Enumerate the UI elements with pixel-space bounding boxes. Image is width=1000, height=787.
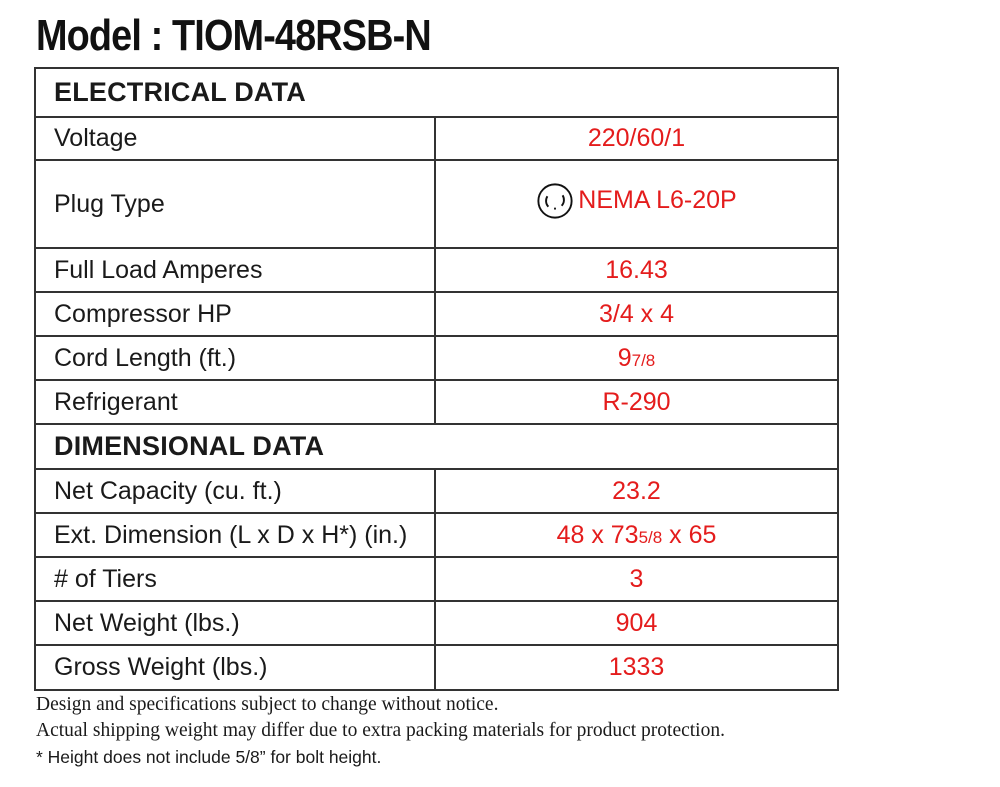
cord-length-label: Cord Length (ft.)	[35, 336, 435, 380]
gross-weight-value: 1333	[435, 645, 838, 690]
note-line-2: Actual shipping weight may differ due to extra packing materials for product protection.	[36, 720, 725, 741]
net-weight-value: 904	[435, 601, 838, 645]
table-row	[35, 160, 838, 248]
ext-dimension-value	[435, 513, 838, 557]
note-line-1: Design and specifications subject to change without notice.	[36, 694, 499, 715]
plug-type-value: NEMA L6-20P	[578, 186, 737, 214]
refrigerant-label: Refrigerant	[35, 380, 435, 424]
table-row	[35, 380, 838, 424]
model-title: Model : TIOM-48RSB-N	[36, 11, 431, 60]
cord-length-value	[435, 336, 838, 380]
dimensional-section-row	[35, 424, 838, 469]
table-row	[35, 469, 838, 513]
height-footnote: * Height does not include 5/8” for bolt height.	[36, 747, 382, 767]
refrigerant-value: R-290	[435, 380, 838, 424]
ext-dimension-label: Ext. Dimension (L x D x H*) (in.)	[35, 513, 435, 557]
net-capacity-label: Net Capacity (cu. ft.)	[35, 469, 435, 513]
plug-type-label: Plug Type	[35, 160, 435, 248]
nema-plug-icon	[536, 182, 574, 220]
tiers-label: # of Tiers	[35, 557, 435, 601]
table-row	[35, 248, 838, 292]
dimensional-heading: DIMENSIONAL DATA	[35, 424, 838, 469]
table-row	[35, 557, 838, 601]
tiers-value: 3	[435, 557, 838, 601]
electrical-heading: ELECTRICAL DATA	[35, 68, 838, 117]
table-row	[35, 292, 838, 336]
table-row	[35, 601, 838, 645]
compressor-hp-label: Compressor HP	[35, 292, 435, 336]
gross-weight-label: Gross Weight (lbs.)	[35, 645, 435, 690]
ext-dimension-fraction: 5/8	[638, 527, 663, 547]
table-row	[35, 513, 838, 557]
net-weight-label: Net Weight (lbs.)	[35, 601, 435, 645]
table-row	[35, 645, 838, 690]
voltage-value: 220/60/1	[435, 117, 838, 160]
full-load-amperes-value: 16.43	[435, 248, 838, 292]
notes	[36, 692, 725, 744]
table-row	[35, 336, 838, 380]
ext-dimension-before: 48 x 73	[556, 520, 639, 549]
ext-dimension-after: x 65	[662, 520, 717, 549]
electrical-section-row	[35, 68, 838, 117]
spec-table	[34, 67, 839, 691]
cord-length-whole: 9	[617, 343, 632, 372]
net-capacity-value: 23.2	[435, 469, 838, 513]
voltage-label: Voltage	[35, 117, 435, 160]
compressor-hp-value: 3/4 x 4	[435, 292, 838, 336]
table-row	[35, 117, 838, 160]
cord-length-fraction: 7/8	[631, 350, 656, 370]
full-load-amperes-label: Full Load Amperes	[35, 248, 435, 292]
plug-type-cell	[435, 160, 838, 248]
